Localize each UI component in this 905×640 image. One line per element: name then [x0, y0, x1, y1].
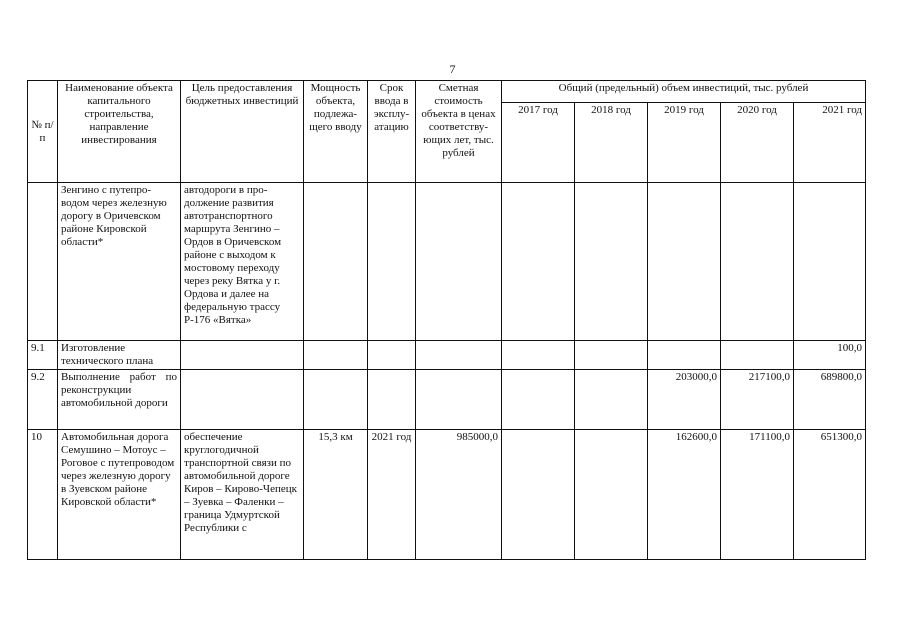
header-year-2017: 2017 год [502, 103, 575, 183]
row-2020 [721, 183, 794, 341]
table-row [28, 341, 866, 370]
row-term [368, 370, 416, 430]
header-name: Наименование объекта капитального строительства, направление инвестирования [58, 81, 181, 183]
header-year-2018: 2018 год [575, 103, 648, 183]
row-goal [181, 370, 304, 430]
table-row [28, 430, 866, 560]
row-power: 15,3 км [304, 430, 368, 560]
row-term: 2021 год [368, 430, 416, 560]
row-2020: 217100,0 [721, 370, 794, 430]
header-invest-group: Общий (предельный) объем инвестиций, тыс. рублей [502, 81, 866, 103]
header-year-2020: 2020 год [721, 103, 794, 183]
row-cost [416, 370, 502, 430]
row-name: Зенгино с путепро-водом через железную дорогу в Оричевском районе Кировской области* [58, 183, 181, 341]
row-2021: 689800,0 [794, 370, 866, 430]
header-term: Срок ввода в эксплу-атацию [368, 81, 416, 183]
row-term [368, 183, 416, 341]
row-power [304, 183, 368, 341]
table-row [28, 370, 866, 430]
row-goal [181, 341, 304, 370]
row-2019: 203000,0 [648, 370, 721, 430]
row-2019 [648, 183, 721, 341]
header-year-2019: 2019 год [648, 103, 721, 183]
row-power [304, 341, 368, 370]
row-2021: 100,0 [794, 341, 866, 370]
header-power: Мощность объекта, подлежа-щего вводу [304, 81, 368, 183]
row-term [368, 341, 416, 370]
row-2018 [575, 183, 648, 341]
page-number: 7 [449, 62, 456, 76]
row-cost: 985000,0 [416, 430, 502, 560]
row-2018 [575, 341, 648, 370]
row-2021 [794, 183, 866, 341]
row-2020 [721, 341, 794, 370]
row-num: 9.2 [28, 370, 58, 430]
row-2019 [648, 341, 721, 370]
row-goal: обеспечение круглогодичной транспортной связи по автомобильной дороге Киров – Кирово-Чепецк – Зуевка – Фаленки – граница Удмуртской Республики с [181, 430, 304, 560]
row-cost [416, 341, 502, 370]
row-cost [416, 183, 502, 341]
investment-table [27, 80, 866, 560]
row-name: Выполнение работ по реконструкции автомобильной дороги [58, 370, 181, 430]
row-2020: 171100,0 [721, 430, 794, 560]
row-goal: автодороги в про-должение развития автотранспортного маршрута Зенгино – Ордов в Оричевском районе с выходом к мостовому переходу через реку Вятка у г. Ордова и далее на федеральную трассу Р-176 «Вятка» [181, 183, 304, 341]
table-row [28, 183, 866, 341]
row-num: 10 [28, 430, 58, 560]
row-num: 9.1 [28, 341, 58, 370]
header-num: № п/п [28, 81, 58, 183]
row-2017 [502, 370, 575, 430]
row-num [28, 183, 58, 341]
row-2017 [502, 183, 575, 341]
header-year-2021: 2021 год [794, 103, 866, 183]
row-2017 [502, 430, 575, 560]
header-goal: Цель предоставления бюджетных инвестиций [181, 81, 304, 183]
row-power [304, 370, 368, 430]
row-2018 [575, 370, 648, 430]
row-name: Автомобильная дорога Семушино – Мотоус – Роговое с путепроводом через железную дорогу в Зуевском районе Кировской области* [58, 430, 181, 560]
row-name: Изготовление технического плана [58, 341, 181, 370]
header-cost: Сметная стоимость объекта в ценах соответству-ющих лет, тыс. рублей [416, 81, 502, 183]
header-row-1 [28, 81, 866, 103]
row-2018 [575, 430, 648, 560]
row-2017 [502, 341, 575, 370]
row-2021: 651300,0 [794, 430, 866, 560]
row-2019: 162600,0 [648, 430, 721, 560]
